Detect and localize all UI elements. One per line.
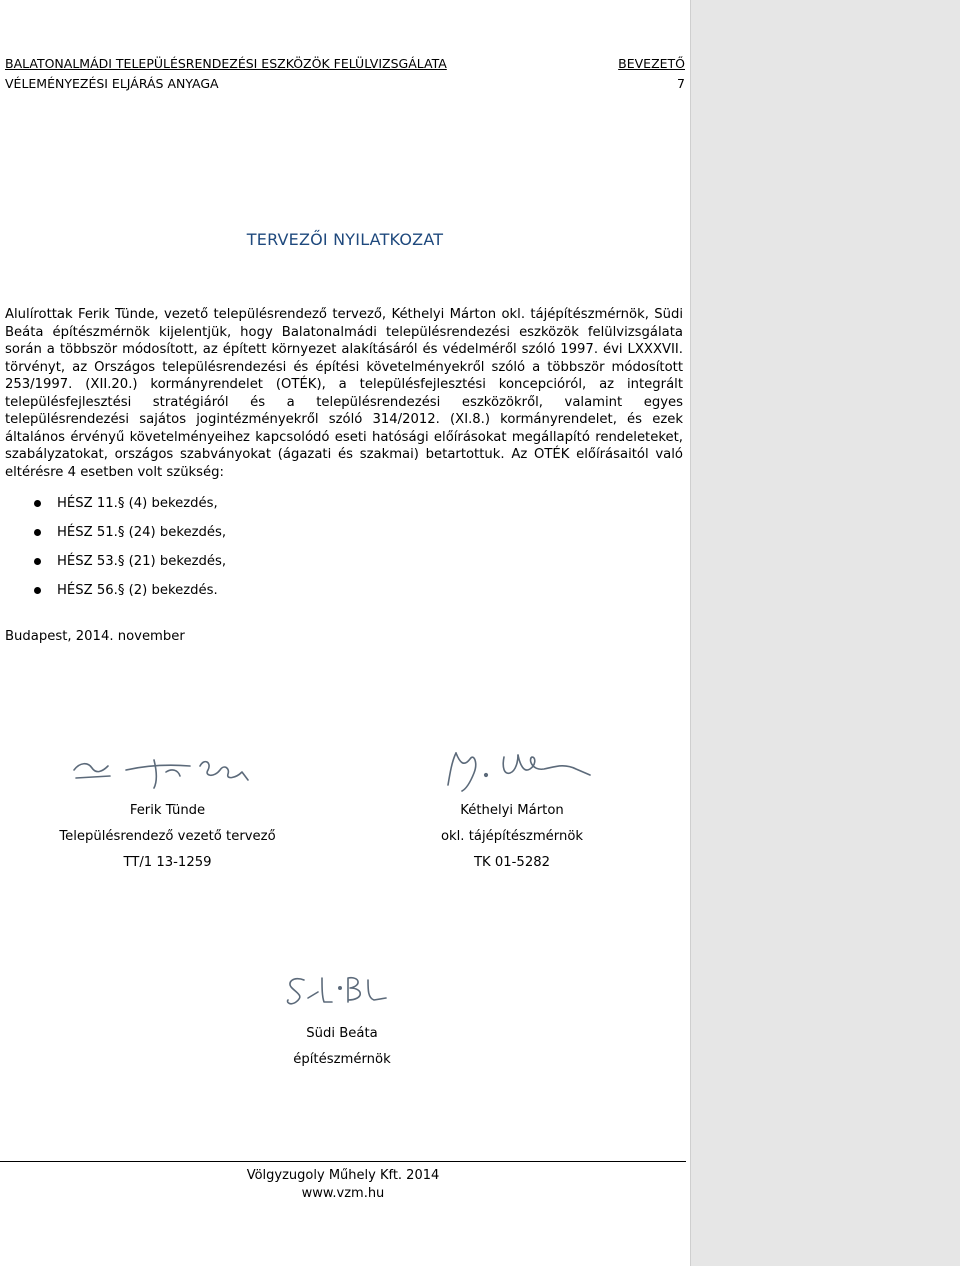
document-title: TERVEZŐI NYILATKOZAT [246,230,444,249]
signatory-name: Südi Beáta [306,1026,378,1041]
signatory-sudi [230,1021,454,1073]
signature-image-kethelyi [440,745,600,795]
signatory-name: Kéthelyi Márton [460,803,564,818]
running-header-line-2 [5,76,685,92]
footer-website: www.vzm.hu [301,1186,385,1201]
signatory-registration: TK 01-5282 [474,855,550,870]
header-section-name: BEVEZETŐ [618,56,685,71]
header-page-number: 7 [677,76,685,91]
signatory-role: okl. tájépítészmérnök [440,829,584,844]
signatory-role: Településrendező vezető tervező [59,829,276,844]
signatory-role: építészmérnök [293,1052,391,1067]
signature-image-sudi [282,970,392,1010]
list-item: HÉSZ 11.§ (4) bekezdés, [5,495,226,524]
footer-company: Völgyzugoly Műhely Kft. 2014 [246,1168,440,1183]
place-and-date: Budapest, 2014. november [5,629,185,644]
list-item: HÉSZ 56.§ (2) bekezdés. [5,582,226,611]
comment-margin-panel [690,0,960,1266]
declaration-body: Alulírottak Ferik Tünde, vezető településrendező tervező, Kéthelyi Márton okl. tájépítészmérnök, Südi Beáta építészmérnök kijelentjük, hogy Balatonalmádi településrendezési eszközök felülvizsgálata során a többször módosított, az épített környezet alakításáról és védelméről szóló 1997. évi LXXXVII. törvényt, az Országos településrendezési és építési követelményekről szóló a többször módosított 253/1997. (XII.20.) kormányrendelet (OTÉK), a településfejlesztési koncepcióról, az integrált településfejlesztési stratégiáról és a településrendezési eszközökről, valamint egyes településrendezési sajátos jogintézményekről szóló 314/2012. (XI.8.) kormányrendelet, és ezek általános érvényű követelményeihez kapcsolódó eseti hatósági előírásokat megállapító rendeleteket, szabályzatokat, országos szabványokat (ágazati és szakmai) betartottuk. Az OTÉK előírásaitól való eltérésre 4 esetben volt szükség: [5,307,683,480]
list-item: HÉSZ 53.§ (21) bekezdés, [5,553,226,582]
header-subtitle: VÉLEMÉNYEZÉSI ELJÁRÁS ANYAGA [5,76,219,91]
signature-image-ferik [70,750,270,792]
signatory-ferik [30,798,305,876]
signatory-registration: TT/1 13-1259 [123,855,212,870]
signatory-name: Ferik Tünde [129,803,206,818]
signatory-kethelyi [374,798,650,876]
footer-divider [0,1161,686,1162]
header-project-title: BALATONALMÁDI TELEPÜLÉSRENDEZÉSI ESZKÖZÖK FELÜLVIZSGÁLATA [5,56,447,71]
list-item: HÉSZ 51.§ (24) bekezdés, [5,524,226,553]
exceptions-list [5,495,226,611]
running-header-line-1 [5,56,685,72]
